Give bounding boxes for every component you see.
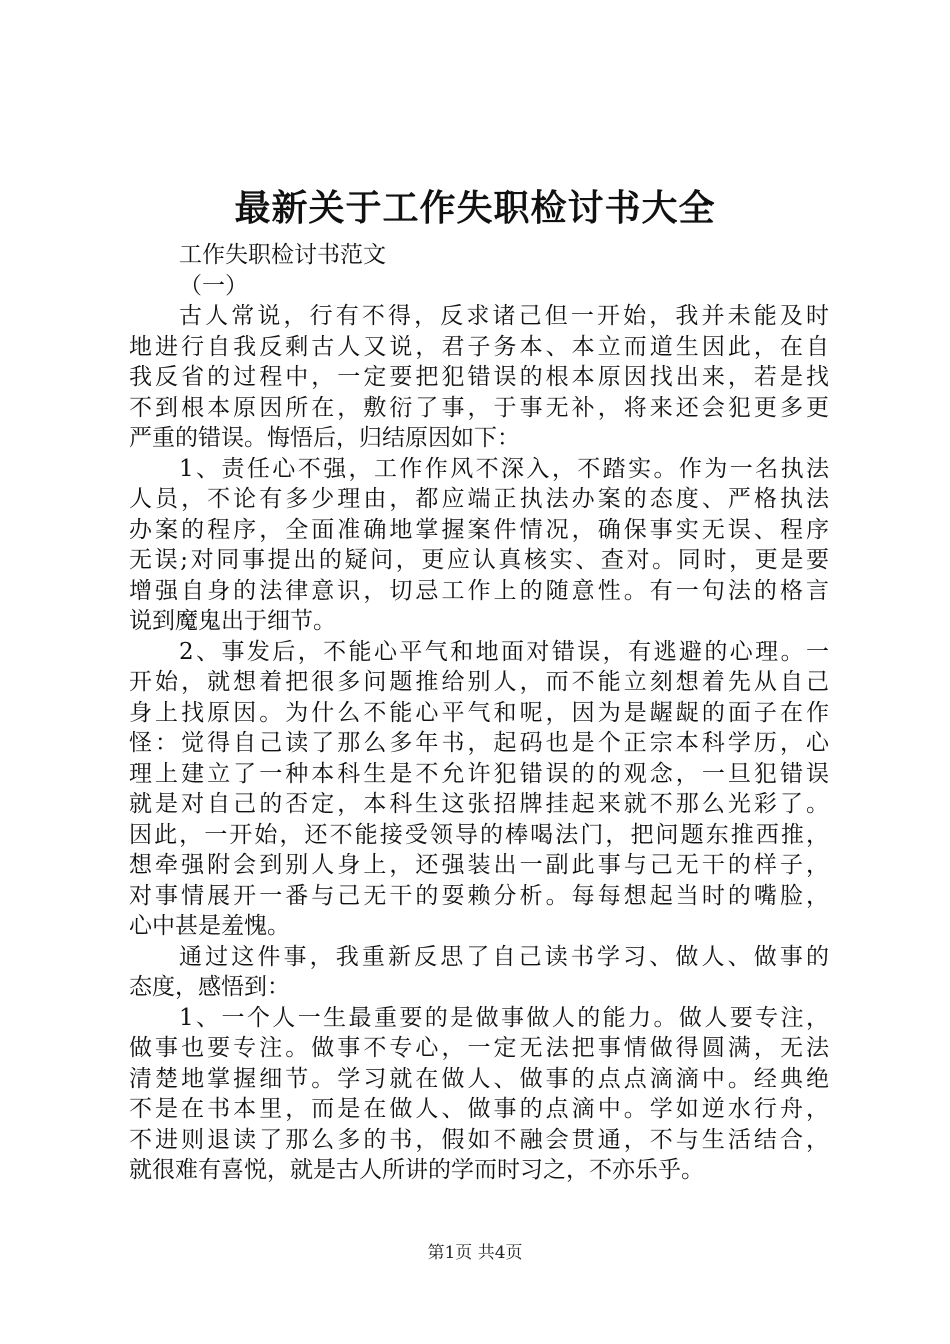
text-line: 办案的程序，全面准确地掌握案件情况，确保事实无误、程序 [129, 516, 829, 543]
text-line: 不是在书本里，而是在做人、做事的点滴中。学如逆水行舟， [129, 1096, 829, 1122]
text-line: 心中甚是羞愧。 [129, 913, 290, 939]
text-line: 工作失职检讨书范文 [179, 242, 386, 268]
text-line: 就很难有喜悦，就是古人所讲的学而时习之，不亦乐乎。 [129, 1157, 704, 1183]
text-line: 1、一个人一生最重要的是做事做人的能力。做人要专注， [179, 1004, 829, 1031]
text-line: 地进行自我反剩古人又说，君子务本、本立而道生因此，在自 [129, 333, 829, 360]
text-line: 古人常说，行有不得，反求诸己但一开始，我并未能及时 [179, 303, 829, 329]
text-line: 人员，不论有多少理由，都应端正执法办案的态度、严格执法 [129, 486, 829, 512]
page-footer: 第1页 共4页 [427, 1243, 523, 1263]
text-line: 无误;对同事提出的疑问，更应认真核实、查对。同时，更是要 [129, 547, 829, 573]
text-line: 对事情展开一番与己无干的耍赖分析。每每想起当时的嘴脸， [129, 882, 829, 909]
document-title: 最新关于工作失职检讨书大全 [234, 187, 716, 229]
text-line: 怪：觉得自己读了那么多年书，起码也是个正宗本科学历，心 [129, 730, 829, 756]
text-line: 不进则退读了那么多的书，假如不融会贯通，不与生活结合， [129, 1126, 829, 1153]
text-line: 2、事发后，不能心平气和地面对错误，有逃避的心理。一 [179, 638, 829, 665]
text-line: 就是对自己的否定，本科生这张招牌挂起来就不那么光彩了。 [129, 791, 829, 817]
text-line: 清楚地掌握细节。学习就在做人、做事的点点滴滴中。经典绝 [129, 1065, 829, 1092]
text-line: 我反省的过程中，一定要把犯错误的根本原因找出来，若是找 [129, 364, 829, 390]
text-line: 态度，感悟到： [129, 974, 290, 1000]
text-line: 理上建立了一种本科生是不允许犯错误的的观念，一旦犯错误 [129, 760, 829, 787]
text-line: 想牵强附会到别人身上，还强装出一副此事与己无干的样子， [129, 852, 829, 878]
text-line: 1、责任心不强，工作作风不深入，不踏实。作为一名执法 [179, 455, 829, 482]
document-body [129, 240, 829, 1186]
text-line: 通过这件事，我重新反思了自己读书学习、做人、做事的 [179, 943, 829, 970]
text-line: （一） [179, 272, 248, 299]
text-line: 做事也要专注。做事不专心，一定无法把事情做得圆满，无法 [129, 1035, 829, 1061]
text-line: 增强自身的法律意识，切忌工作上的随意性。有一句法的格言 [129, 577, 829, 604]
text-line: 开始，就想着把很多问题推给别人，而不能立刻想着先从自己 [129, 669, 829, 695]
text-line: 因此，一开始，还不能接受领导的棒喝法门，把问题东推西推， [129, 821, 829, 848]
text-line: 说到魔鬼出于细节。 [129, 608, 336, 634]
text-line: 身上找原因。为什么不能心平气和呢，因为是龌龊的面子在作 [129, 699, 829, 726]
text-line: 严重的错误。悔悟后，归结原因如下： [129, 425, 520, 451]
text-line: 不到根本原因所在，敷衍了事，于事无补，将来还会犯更多更 [129, 394, 829, 421]
